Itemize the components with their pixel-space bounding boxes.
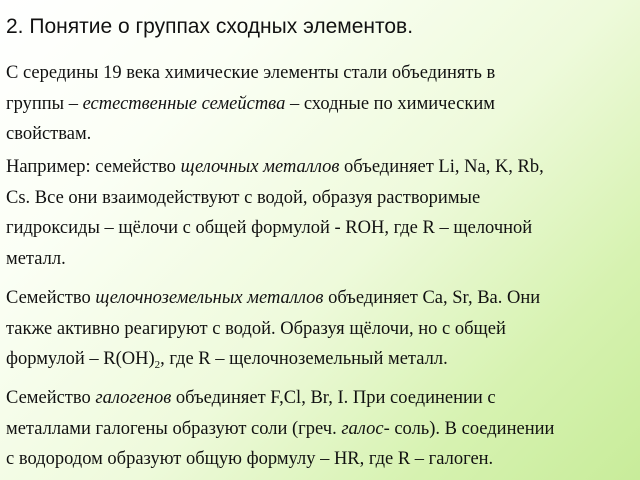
paragraph-halogens bbox=[6, 383, 640, 475]
text-line: металлами галогены образуют соли (греч. галос- соль). В соединении bbox=[6, 418, 555, 439]
text-line: Семейство щелочноземельных металлов объединяет Ca, Sr, Ba. Они bbox=[6, 288, 541, 308]
text-line: гидроксиды – щёлочи с общей формулой - ROH, где R – щелочной bbox=[6, 218, 533, 238]
emphasis-term: щелочноземельных металлов bbox=[95, 288, 324, 308]
paragraph-alkaline-earth-metals bbox=[6, 283, 640, 375]
emphasis-term: галогенов bbox=[95, 388, 172, 408]
text-line: с водородом образуют общую формулу – HR, где R – галоген. bbox=[6, 449, 494, 469]
subscript: 2 bbox=[154, 359, 161, 371]
text-line: С середины 19 века химические элементы стали объединять в bbox=[6, 63, 496, 83]
emphasis-term: щелочных металлов bbox=[180, 157, 340, 177]
text-line: Например: семейство щелочных металлов объединяет Li, Na, K, Rb, bbox=[6, 157, 544, 177]
emphasis-term: естественные семейства bbox=[82, 93, 286, 114]
text-line: Cs. Все они взаимодействуют с водой, образуя растворимые bbox=[6, 187, 481, 208]
text-line: формулой – $R(OH)_2$, где R – щелочноземельный металл. bbox=[6, 349, 448, 371]
text-line: группы – естественные семейства – сходные по химическим bbox=[6, 93, 495, 114]
text-line: также активно реагируют с водой. Образуя щёлочи, но с общей bbox=[6, 318, 506, 339]
text-line: Семейство галогенов объединяет F,Cl, Br, I. При соединении с bbox=[6, 388, 496, 408]
text-line: металл. bbox=[6, 248, 66, 269]
paragraph-alkali-metals bbox=[6, 152, 640, 274]
slide-title: 2. Понятие о группах сходных элементов. bbox=[6, 15, 414, 38]
paragraph-natural-families bbox=[6, 58, 640, 150]
text-line: свойствам. bbox=[6, 124, 92, 144]
emphasis-term: галос bbox=[341, 418, 384, 439]
